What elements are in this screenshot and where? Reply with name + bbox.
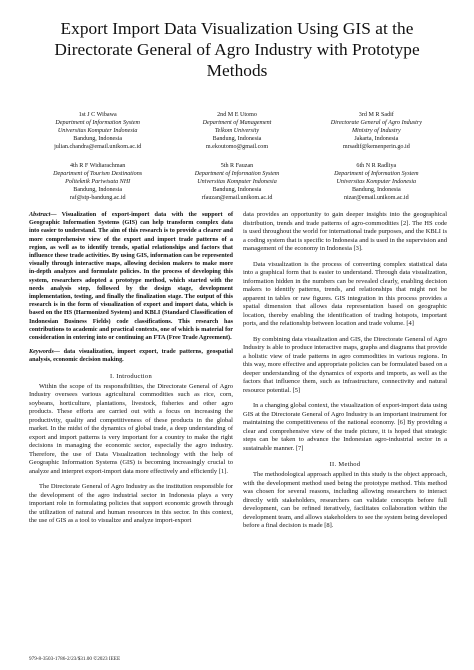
paragraph: The Directorate General of Agro Industry as the institution responsible for the development of the agro industrial sector in Indonesia plays a very important role in formulating policies that support economic growth through the utilization of natural and human resources in this sector. In this context, the use of GIS as a tool to visualize and analyze import-export [29, 483, 233, 525]
author-department: Department of Tourism Destinations [53, 170, 143, 177]
author-row-1 [28, 112, 446, 152]
author-name: 5th R Fauzan [220, 163, 254, 169]
paragraph: The methodological approach applied in this study is the object approach, with the development method used being the prototype method. This method was chosen for several reasons, including allowing researchers to interact directly with stakeholders, researchers can validate concepts before full development, can be refined iteratively, facilitates collaboration within the development team, and allows stakeholders to see the system being developed before a final decision is made [8]. [243, 471, 447, 529]
author-email[interactable]: mrsadif@kemenperin.go.id [342, 143, 410, 150]
abstract-label: Abstract— [29, 211, 57, 218]
author-city: Bandung, Indonesia [73, 186, 123, 193]
author-block [307, 112, 446, 152]
author-name: 4th R F Widiarachman [70, 163, 126, 169]
section-heading-introduction: I. Introduction [109, 372, 153, 380]
paper-title: Export Import Data Visualization Using GIS at the Directorate General of Agro Industry with Prototype Methods [54, 19, 420, 80]
author-city: Bandung, Indonesia [212, 186, 262, 193]
author-organization: Universitas Komputer Indonesia [336, 178, 417, 185]
paragraph: Data visualization is the process of converting complex statistical data into a graphical form that is easier to understand. Through data visualization, information hidden in the numbers can be revealed clearly, enabling decision makers to identify patterns, trends, and relationships that might not be apparent in tables or raw figures. GIS integration in this process provides a spatial dimension that allows data representation based on geographic location, thereby enabling the identification of trading hotspots, important ports, and the relationship between location and trade volume. [4] [243, 260, 447, 327]
author-city: Bandung, Indonesia [351, 186, 401, 193]
author-block [167, 112, 306, 152]
author-city: Bandung, Indonesia [212, 135, 262, 142]
paragraph: Within the scope of its responsibilities, the Directorate General of Agro Industry oversees various agricultural commodities such as rice, corn, soybeans, horticulture, plantations, livestock, fisheries and other agro products. These efforts are carried out with a focus on increasing the productivity, quality and competitiveness of these products in the global market. In the midst of the dynamics of global trade, a deep understanding of export and import patterns is very important for a country to make the right decisions in managing the economic sector, especially the agro industry. Therefore, the use of Data Visualization technology with the help of Geographic Information Systems (GIS) is becoming increasingly crucial to analyze and interpret export-import data more effectively and efficiently [1]. [29, 382, 233, 475]
author-name: 3rd M R Sadif [358, 112, 394, 118]
author-email[interactable]: nizar@email.unikom.ac.id [343, 194, 409, 201]
author-department: Department of Management [202, 119, 272, 126]
author-organization: Ministry of Industry [351, 127, 401, 134]
author-block [307, 163, 446, 203]
copyright-footer: 979-8-3503-1786-2/23/$31.00 ©2023 IEEE [29, 656, 121, 662]
author-organization: Universitas Komputer Indonesia [57, 127, 138, 134]
author-city: Bandung, Indonesia [73, 135, 123, 142]
author-organization: Politeknik Pariwisata NHI [65, 178, 131, 185]
author-name: 2nd M E Utomo [217, 112, 257, 118]
keywords-label: Keywords— [29, 348, 60, 356]
author-city: Jakarta, Indonesia [354, 135, 399, 142]
keywords [29, 348, 233, 364]
author-block [167, 163, 306, 203]
author-organization: Universitas Komputer Indonesia [197, 178, 277, 185]
author-department: Directorate General of Agro Industry [330, 119, 422, 126]
author-department: Department of Information System [334, 170, 419, 177]
paragraph: In a changing global context, the visualization of export-import data using GIS at the Directorate General of Agro Industry is an important instrument for maintaining the competitiveness of the national economy. [6] By providing a clear and comprehensive view of the trade picture, it is hoped that strategic steps can be taken to advance the Indonesian agro-industrial sector in a sustainable manner. [7] [243, 402, 447, 452]
author-email[interactable]: julian.chandra@email.unikom.ac.id [54, 143, 142, 150]
paragraph: data provides an opportunity to gain deeper insights into the geographical distribution, trends and trade patterns of agro-commodities [2]. The HS code is used throughout the world for international trade purposes, and the KBLI is a coding system that is specific to Indonesia and is used in the supervision and management of the economy in Indonesia [3]. [243, 211, 447, 252]
keywords-text: data visualization, import export, trade patterns, geospatial analysis, economic decision making. [29, 348, 233, 364]
author-department: Department of Information System [194, 170, 280, 177]
author-name: 6th N R Radliya [356, 163, 397, 169]
abstract-text: Visualization of export-import data with the support of Geographic Information Systems (GIS) can help transform complex data into easier to understand. The aim of this research is to provide a clearer and more comprehensive view of the export and import trade patterns of a region, as well as to identify trends, spatial relationships and factors that influence these trade activities. By using GIS, information can be represented visually through interactive maps, allowing decision makers to make more in-depth analyzes and formulate policies. In the process of developing this system, researchers adopted a prototype method, which started with the needs analysis step, followed by the design stage, development implementation, testing, and finally the finalization stage. The output of this research is in the form of visualization of export and import data, which is based on the HS (Harmonized System) and KBLI (Standard Classification of Indonesian Business Fields) code classifications. This research has contributions to academic and practical contexts, one of which is material for consideration in entering into or continuing an FTA (Free Trade Agreement). [29, 211, 233, 342]
abstract [29, 211, 233, 342]
author-email[interactable]: rfauzan@email.unikom.ac.id [201, 194, 273, 201]
author-block [28, 163, 167, 203]
author-department: Department of Information System [55, 119, 140, 126]
author-organization: Telkom University [214, 127, 260, 134]
author-email[interactable]: raf@stp-bandung.ac.id [69, 194, 126, 201]
section-heading-method: II. Method [329, 461, 361, 468]
right-column [243, 211, 447, 538]
paragraph: By combining data visualization and GIS, the Directorate General of Agro Industry is able to produce interactive maps, graphs and diagrams that provide a holistic view of trade patterns in agro commodities in various regions. In this way, more effective and appropriate policies can be formulated based on a deeper understanding of the dynamics of exports and imports, as well as the factors that influence them, such as infrastructure, connectivity and natural resource potential. [5] [243, 335, 447, 394]
left-column [29, 211, 233, 533]
author-email[interactable]: m.ekoutomo@gmail.com [205, 143, 269, 150]
author-block [28, 112, 167, 152]
author-name: 1st J C Wibawa [78, 112, 117, 118]
author-row-2 [28, 163, 446, 203]
